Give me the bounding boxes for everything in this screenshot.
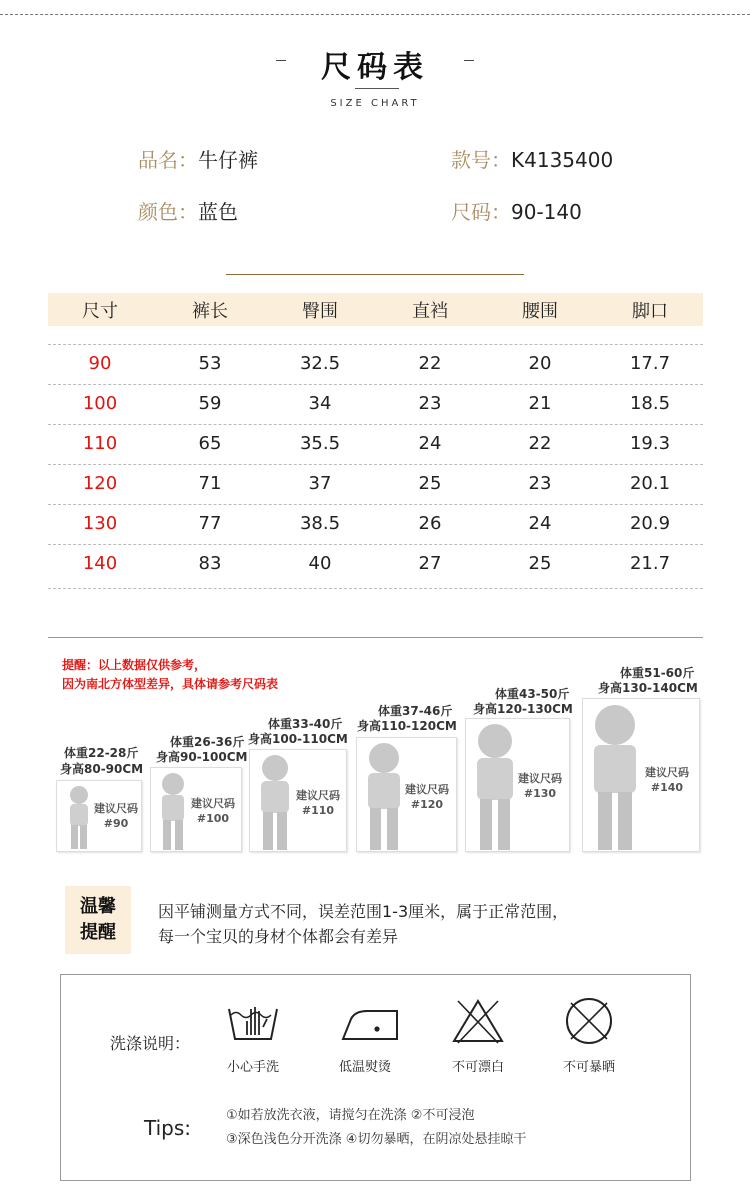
table-cell: 38.5 bbox=[299, 513, 341, 534]
product-sku-value: K4135400 bbox=[511, 148, 614, 172]
kid-rec-label: 建议尺码 bbox=[94, 802, 138, 815]
table-row bbox=[48, 504, 703, 544]
page-title: 尺码表 bbox=[321, 50, 429, 85]
kid-weight: 体重33-40斤 bbox=[268, 717, 343, 731]
low-iron-label: 低温熨烫 bbox=[338, 1060, 391, 1075]
product-name-label: 品名： bbox=[138, 148, 198, 172]
table-cell: 21 bbox=[528, 393, 552, 414]
kid-rec-label: 建议尺码 bbox=[296, 789, 340, 802]
table-cell: 65 bbox=[198, 433, 222, 454]
kid-recommendation bbox=[288, 788, 348, 818]
table-cell: 71 bbox=[198, 473, 222, 494]
table-row bbox=[48, 384, 703, 424]
kid-height: 身高100-110CM bbox=[248, 732, 348, 746]
table-cell: 26 bbox=[418, 513, 442, 534]
section-divider bbox=[48, 637, 703, 638]
kid-weight: 体重22-28斤 bbox=[64, 746, 139, 760]
kid-card bbox=[356, 737, 457, 852]
kid-recommendation bbox=[183, 796, 243, 826]
size-table-header bbox=[48, 293, 703, 326]
no-tumble-dry-icon bbox=[563, 995, 615, 1047]
notice-label-1: 温馨 bbox=[80, 896, 116, 917]
product-sku bbox=[451, 144, 613, 173]
product-size-label: 尺码： bbox=[451, 200, 511, 224]
title-underline bbox=[355, 88, 399, 89]
table-cell: 20.1 bbox=[629, 473, 671, 494]
kid-recommendation bbox=[397, 782, 457, 812]
kid-rec-label: 建议尺码 bbox=[645, 766, 689, 779]
kid-weight: 体重26-36斤 bbox=[170, 735, 245, 749]
header-cell: 直裆 bbox=[412, 301, 448, 322]
table-cell: 22 bbox=[528, 433, 552, 454]
size-cell: 100 bbox=[82, 393, 118, 414]
table-cell: 21.7 bbox=[629, 553, 671, 574]
table-cell: 35.5 bbox=[299, 433, 341, 454]
table-row bbox=[48, 424, 703, 464]
table-cell: 20.9 bbox=[629, 513, 671, 534]
warning-line-1: 提醒：以上数据仅供参考， bbox=[62, 658, 207, 672]
kid-rec-size: #90 bbox=[103, 817, 129, 830]
table-cell: 25 bbox=[418, 473, 442, 494]
header-cell: 脚口 bbox=[632, 301, 668, 322]
kid-rec-label: 建议尺码 bbox=[191, 797, 235, 810]
table-cell: 37 bbox=[308, 473, 332, 494]
kid-height: 身高110-120CM bbox=[357, 719, 457, 733]
size-cell: 110 bbox=[82, 433, 118, 454]
table-cell: 53 bbox=[198, 353, 222, 374]
kid-height: 身高80-90CM bbox=[60, 762, 144, 776]
kid-card bbox=[150, 767, 242, 852]
kid-height: 身高90-100CM bbox=[156, 750, 248, 764]
kid-recommendation bbox=[635, 765, 699, 795]
size-cell: 130 bbox=[82, 513, 118, 534]
kid-height: 身高130-140CM bbox=[598, 681, 698, 695]
washing-title: 洗涤说明： bbox=[110, 1034, 191, 1053]
table-cell: 19.3 bbox=[629, 433, 671, 454]
product-size-value: 90-140 bbox=[511, 200, 582, 224]
table-row bbox=[48, 544, 703, 584]
table-cell: 34 bbox=[308, 393, 332, 414]
title-dash-right bbox=[464, 60, 474, 61]
table-cell: 83 bbox=[198, 553, 222, 574]
kid-card bbox=[56, 780, 142, 852]
header-cell: 腰围 bbox=[522, 301, 558, 322]
no-tumble-dry-label: 不可暴晒 bbox=[562, 1060, 615, 1075]
product-sku-label: 款号： bbox=[451, 148, 511, 172]
kid-rec-size: #120 bbox=[410, 798, 444, 811]
product-color-value: 蓝色 bbox=[198, 200, 238, 224]
header-cell: 臀围 bbox=[302, 301, 338, 322]
table-cell: 27 bbox=[418, 553, 442, 574]
washing-instructions bbox=[60, 974, 691, 1181]
kid-card bbox=[465, 718, 570, 852]
table-row bbox=[48, 464, 703, 504]
kid-card bbox=[249, 749, 347, 852]
table-cell: 59 bbox=[198, 393, 222, 414]
gold-divider bbox=[226, 274, 524, 275]
size-cell: 120 bbox=[82, 473, 118, 494]
notice-text-1: 因平铺测量方式不同，误差范围1-3厘米，属于正常范围， bbox=[158, 902, 569, 921]
page-subtitle: SIZE CHART bbox=[330, 98, 420, 109]
kid-card bbox=[582, 698, 700, 852]
table-cell: 24 bbox=[528, 513, 552, 534]
product-color bbox=[138, 196, 238, 225]
no-bleach-icon bbox=[452, 997, 504, 1045]
kid-weight: 体重51-60斤 bbox=[620, 666, 695, 680]
kid-rec-size: #130 bbox=[523, 787, 557, 800]
kid-recommendation bbox=[510, 771, 570, 801]
table-cell: 40 bbox=[308, 553, 332, 574]
kid-weight: 体重37-46斤 bbox=[378, 704, 453, 718]
hand-wash-icon bbox=[227, 1001, 279, 1045]
header-cell: 尺寸 bbox=[82, 301, 118, 322]
kid-rec-size: #140 bbox=[650, 781, 684, 794]
product-name-value: 牛仔裤 bbox=[198, 148, 258, 172]
table-cell: 25 bbox=[528, 553, 552, 574]
tips-line-1: ①如若放洗衣液，请搅匀在洗涤 ②不可浸泡 bbox=[226, 1108, 475, 1123]
table-cell: 77 bbox=[198, 513, 222, 534]
kid-recommendation bbox=[87, 801, 145, 831]
kid-rec-size: #100 bbox=[196, 812, 230, 825]
table-cell: 24 bbox=[418, 433, 442, 454]
notice-text-2: 每一个宝贝的身材个体都会有差异 bbox=[158, 927, 399, 946]
kid-weight: 体重43-50斤 bbox=[495, 687, 570, 701]
product-name bbox=[138, 144, 258, 173]
table-cell: 18.5 bbox=[629, 393, 671, 414]
table-cell: 17.7 bbox=[629, 353, 671, 374]
table-cell: 22 bbox=[418, 353, 442, 374]
low-iron-icon bbox=[339, 1005, 401, 1043]
kid-rec-size: #110 bbox=[301, 804, 335, 817]
header-cell: 裤长 bbox=[192, 301, 228, 322]
warning-line-2: 因为南北方体型差异，具体请参考尺码表 bbox=[62, 677, 279, 691]
product-color-label: 颜色： bbox=[138, 200, 198, 224]
notice-label-2: 提醒 bbox=[80, 922, 116, 943]
table-row bbox=[48, 344, 703, 384]
tips-label: Tips: bbox=[144, 1116, 192, 1140]
table-cell: 23 bbox=[528, 473, 552, 494]
kid-rec-label: 建议尺码 bbox=[405, 783, 449, 796]
table-cell: 23 bbox=[418, 393, 442, 414]
table-cell: 20 bbox=[528, 353, 552, 374]
kid-rec-label: 建议尺码 bbox=[518, 772, 562, 785]
notice-badge bbox=[65, 886, 131, 954]
size-cell: 90 bbox=[88, 353, 112, 374]
top-dashed-divider bbox=[0, 14, 750, 15]
kid-height: 身高120-130CM bbox=[473, 702, 573, 716]
tips-line-2: ③深色浅色分开洗涤 ④切勿暴晒，在阴凉处悬挂晾干 bbox=[226, 1132, 527, 1147]
size-cell: 140 bbox=[82, 553, 118, 574]
table-cell: 32.5 bbox=[299, 353, 341, 374]
product-size-range bbox=[451, 196, 582, 225]
table-bottom-border bbox=[48, 588, 703, 589]
hand-wash-label: 小心手洗 bbox=[226, 1060, 279, 1075]
no-bleach-label: 不可漂白 bbox=[451, 1060, 504, 1075]
